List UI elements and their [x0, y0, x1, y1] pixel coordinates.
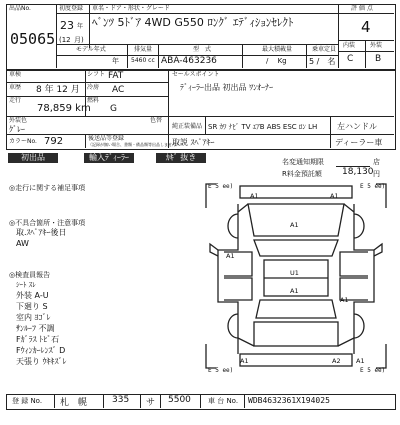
dealer: ディーラー車	[335, 138, 383, 147]
first-reg-year-unit: 年	[77, 23, 84, 30]
tailgate	[254, 322, 338, 346]
history-value: 8 年 12 月	[36, 85, 80, 95]
deadline-unit: 店	[373, 158, 380, 166]
v-line	[127, 44, 128, 68]
model-year-unit: 年	[112, 57, 119, 65]
badge-import-dealer: 輸入ﾃﾞｨｰﾗｰ	[84, 153, 134, 163]
ext-color-value: ｸﾞﾚｰ	[9, 125, 25, 134]
inspector-line: Fｳｨﾝｶｰﾚﾝｽﾞ D	[16, 346, 66, 355]
damage-mark: A1	[340, 296, 349, 304]
right-mirror	[374, 244, 382, 256]
badge-first-listing: 初出品	[8, 153, 58, 163]
badge-key-removed: ｶｷﾞ 抜き	[156, 153, 206, 163]
reg-number: 5500	[168, 395, 191, 405]
mileage-label: 走行	[9, 97, 22, 104]
front-left-wheel	[228, 214, 238, 238]
damage-mark: A1	[330, 192, 339, 200]
type-label: 型 式	[193, 46, 212, 53]
damage-mark: A1	[356, 357, 365, 365]
v-line	[306, 44, 307, 68]
v-line	[54, 394, 55, 408]
car-damage-diagram	[200, 178, 394, 374]
inspector-line: ｼｰﾄ ｽﾚ	[16, 281, 36, 289]
handle: 左ハンドル	[337, 122, 377, 131]
v-line	[242, 44, 243, 68]
max-load-label: 最大積載量	[262, 46, 293, 53]
damage-mark: U1	[290, 269, 299, 277]
car-name-label: 車名・ドア・形状・グレード	[92, 5, 170, 12]
recycle-unit: 円	[373, 170, 380, 178]
color-no-label: カラーNo.	[9, 138, 37, 145]
type-code: ABA-463236	[161, 56, 217, 66]
h-line	[56, 44, 338, 45]
rear-right-wheel	[354, 314, 364, 338]
mileage-value: 78,859 km	[37, 103, 91, 114]
damage-mark: A1	[226, 252, 235, 260]
shift-label: シフト	[87, 71, 106, 78]
capacity-label: 乗車定員	[312, 46, 337, 53]
left-rear-door	[224, 278, 252, 300]
chassis-no: WDB4632361X194025	[248, 396, 330, 405]
sales-point: ﾃﾞｨｰﾗｰ出品 初出品 ﾜﾝｵｰﾅｰ	[180, 83, 274, 92]
tyre-bracket-rear-right	[376, 344, 386, 368]
h-line	[338, 51, 394, 52]
hood	[248, 204, 344, 236]
fuel-label: 燃料	[87, 97, 100, 104]
color-no: 792	[44, 136, 64, 147]
manual: 取説 ｽﾍﾟｱｷｰ	[172, 138, 215, 147]
shift-value: FAT	[108, 71, 124, 81]
tyre-bracket-rear-left	[206, 344, 216, 368]
damage-mark: A1	[290, 221, 299, 229]
v-line	[89, 4, 90, 48]
inspector-line: ｻﾝﾙｰﾌ 不調	[16, 324, 55, 333]
h-line	[6, 82, 168, 83]
tyre-mark-rear-right: E 5 ee)	[360, 367, 386, 374]
lot-no-label: 出品No.	[9, 5, 31, 12]
front-right-wheel	[354, 214, 364, 238]
interior-grade: C	[347, 54, 354, 64]
car-name: ﾍﾞﾝﾂ 5ﾄﾞｱ 4WD G550 ﾛﾝｸﾞ ｴﾃﾞｨｼｮﾝｾﾚｸﾄ	[92, 16, 294, 29]
first-reg-month: (12	[59, 36, 71, 44]
v-line	[160, 394, 161, 408]
defect-line: AW	[16, 239, 29, 248]
driving-notes-title: ◎走行に関する補足事項	[9, 184, 86, 192]
left-mirror	[210, 244, 218, 256]
deadline-label: 名変通知期限	[282, 158, 324, 166]
max-load: / Kg	[266, 57, 287, 65]
displacement-label: 排気量	[134, 46, 153, 53]
extra-equip-label: 後送品等登録	[88, 135, 125, 142]
tyre-mark-front-right: E 5 ee)	[360, 183, 386, 190]
reg-kana: サ	[146, 398, 156, 408]
inspector-line: 下廻り S	[16, 302, 48, 311]
first-reg-label: 初度登録	[59, 5, 84, 12]
damage-mark: A1	[250, 192, 259, 200]
v-line	[244, 394, 245, 408]
history-label: 車歴	[9, 84, 22, 91]
reg-class: 335	[112, 395, 130, 405]
v-line	[103, 394, 104, 408]
v-line	[200, 394, 201, 408]
recycle-fee: 18,130	[342, 167, 374, 177]
v-line	[140, 394, 141, 408]
h-line	[56, 13, 338, 14]
reg-no-label: 登 録 No.	[12, 397, 43, 405]
color-change-label: 色替	[150, 117, 163, 124]
defect-line: 取.ｽﾍﾟｱｷｰ後日	[16, 228, 67, 237]
deadline-box	[336, 156, 370, 167]
genuine-equip-label: 純正装備品	[172, 123, 203, 130]
v-line	[365, 40, 366, 68]
v-line	[168, 70, 169, 116]
v-line	[205, 116, 206, 134]
chassis-label: 車 台 No.	[208, 397, 239, 405]
interior-label: 内装	[343, 42, 356, 49]
fuel-value: G	[110, 104, 117, 114]
inspection-label: 車検	[9, 71, 22, 78]
equipment: SR ｶﾜ ﾅﾋﾞ TV ｴｱB ABS ESC ﾛﾝ LH	[208, 123, 318, 131]
lot-no: 05065	[10, 30, 56, 48]
right-front-door	[340, 252, 368, 276]
h-line	[6, 134, 394, 135]
damage-mark: A1	[240, 357, 249, 365]
damage-mark: A2	[332, 357, 341, 365]
exterior-label: 外装	[370, 42, 383, 49]
v-line	[158, 44, 159, 68]
recycle-label: R料金預託額	[282, 170, 322, 178]
defect-notes-title: ◎不具合箇所・注意事項	[9, 219, 86, 227]
inspector-title: ◎検査員報告	[9, 271, 51, 279]
damage-mark: A1	[290, 287, 299, 295]
score-value: 4	[361, 18, 371, 36]
ac-value: AC	[112, 85, 125, 95]
v-line	[330, 116, 331, 148]
tyre-mark-front-left: E 5 ee)	[208, 183, 234, 190]
reg-city: 札 幌	[60, 398, 88, 408]
rear-left-wheel	[228, 314, 238, 338]
h-line	[338, 13, 394, 14]
score-label: 評 価 点	[351, 5, 373, 12]
v-line	[85, 134, 86, 148]
tyre-mark-rear-left: E 5 ee)	[208, 367, 234, 374]
first-reg-year: 23	[60, 19, 74, 32]
ext-color-label: 外装色	[9, 117, 28, 124]
first-reg-month-unit: 月)	[74, 36, 84, 44]
exterior-grade: B	[375, 54, 382, 64]
inspector-line: Fｶﾞﾗｽ ﾄﾋﾞ石	[16, 335, 60, 344]
inspector-line: 外装 A-U	[16, 291, 49, 300]
model-year-label: モデル年式	[76, 46, 106, 53]
rear-window	[256, 300, 336, 318]
h-line	[338, 40, 394, 41]
ac-label: 冷房	[87, 84, 100, 91]
windshield	[254, 240, 338, 256]
inspector-line: 室内 ﾖｺﾞﾚ	[16, 313, 51, 322]
extra-equip-note: （記録が無い場合、書類・備品類等出品しません）	[88, 142, 180, 147]
h-line	[6, 116, 394, 117]
inspector-line: 天張り ｳｷｷｽﾞﾚ	[16, 357, 67, 366]
displacement: 5460 cc	[131, 57, 155, 64]
capacity: 5 / 名	[309, 57, 336, 66]
sales-point-label: セールスポイント	[172, 71, 220, 78]
